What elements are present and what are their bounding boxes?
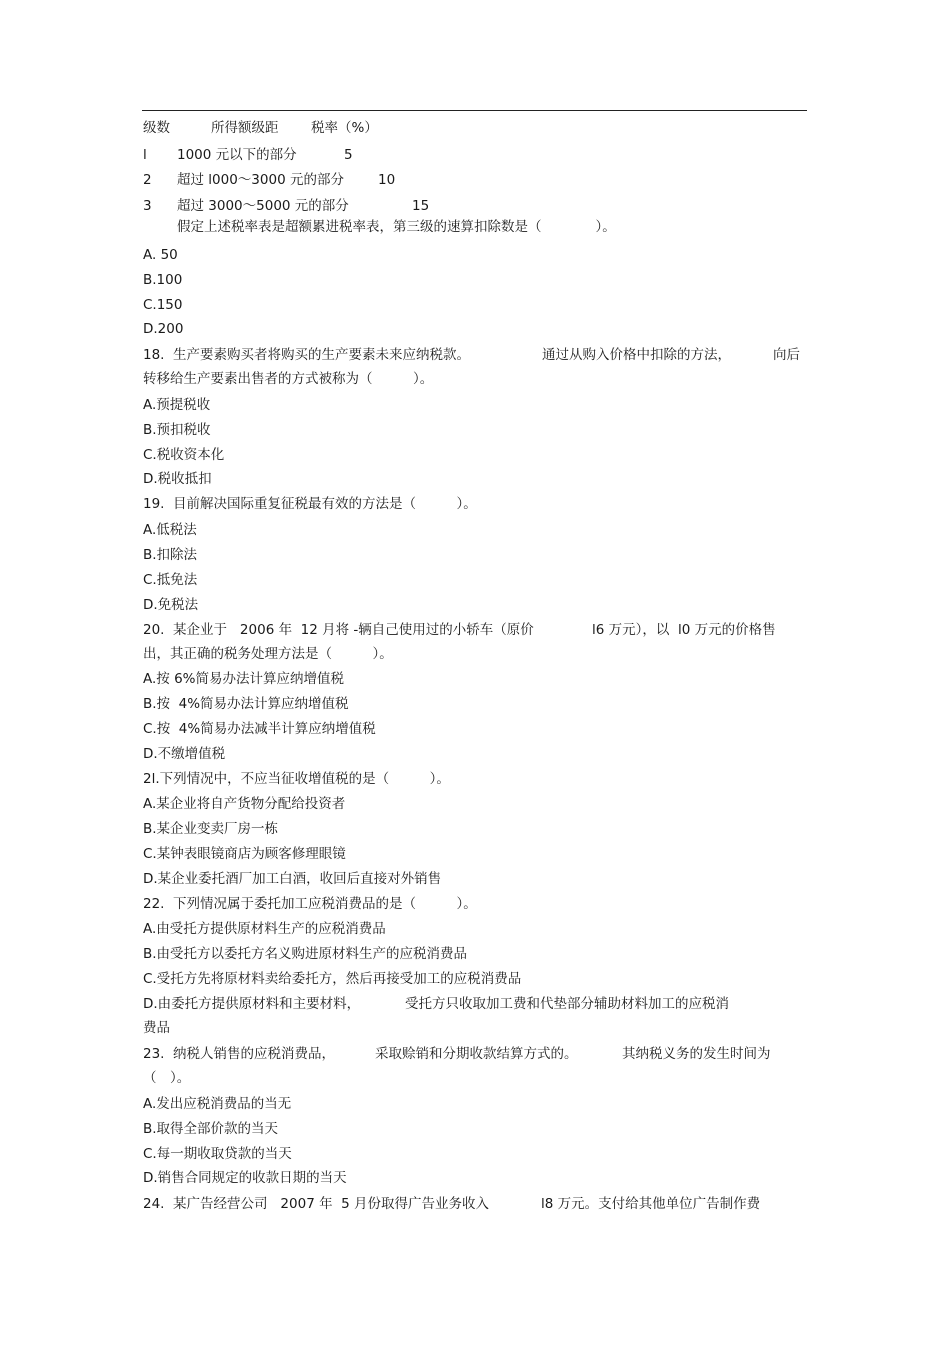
table-row-2-range: 超过 l000～3000 元的部分 [177, 172, 344, 188]
q20-line2: 出，其正确的税务处理方法是（ ）。 [143, 646, 393, 662]
q17-option-d: D.200 [143, 321, 184, 337]
q23-option-b: B.取得全部价款的当天 [143, 1121, 279, 1137]
q17-option-b: B.100 [143, 272, 183, 288]
q19-option-c: C.抵免法 [143, 572, 198, 588]
q17-option-a: A. 50 [143, 247, 178, 263]
q20-option-a: A.按 6%简易办法计算应纳增值税 [143, 671, 344, 687]
q22-option-c: C.受托方先将原材料卖给委托方，然后再接受加工的应税消费品 [143, 971, 522, 987]
table-row-2-rate: 10 [378, 172, 396, 188]
q24-line1-a: 24. 某广告经营公司 2007 年 5 月份取得广告业务收入 [143, 1196, 490, 1212]
q22-option-a: A.由受托方提供原材料生产的应税消费品 [143, 921, 386, 937]
q21-option-c: C.某钟表眼镜商店为顾客修理眼镜 [143, 846, 346, 862]
q19-option-a: A.低税法 [143, 522, 197, 538]
q23-option-c: C.每一期收取贷款的当天 [143, 1146, 292, 1162]
q22-line1: 22. 下列情况属于委托加工应税消费品的是（ ）。 [143, 896, 477, 912]
q20-line1-b: l6 万元），以 l0 万元的价格售 [592, 622, 776, 638]
q18-option-d: D.税收抵扣 [143, 471, 212, 487]
question-17-text: 假定上述税率表是超额累进税率表，第三级的速算扣除数是（ ）。 [177, 219, 616, 235]
q22-option-d-a: D.由委托方提供原材料和主要材料， [143, 996, 361, 1012]
q21-option-a: A.某企业将自产货物分配给投资者 [143, 796, 346, 812]
q24-line1-b: l8 万元。支付给其他单位广告制作费 [541, 1196, 761, 1212]
q22-option-b: B.由受托方以委托方名义购进原材料生产的应税消费品 [143, 946, 468, 962]
q22-option-d-c: 费品 [143, 1020, 170, 1036]
q17-option-c: C.150 [143, 297, 183, 313]
q23-option-d: D.销售合同规定的收款日期的当天 [143, 1170, 347, 1186]
top-rule [142, 110, 807, 111]
table-row-2-level: 2 [143, 172, 152, 188]
q21-option-b: B.某企业变卖厂房一栋 [143, 821, 279, 837]
q18-line1-c: 向后 [773, 347, 800, 363]
q18-option-c: C.税收资本化 [143, 447, 225, 463]
q18-option-a: A.预提税收 [143, 397, 211, 413]
q18-option-b: B.预扣税收 [143, 422, 211, 438]
q22-option-d-b: 受托方只收取加工费和代垫部分辅助材料加工的应税消 [405, 996, 729, 1012]
q23-line1-c: 其纳税义务的发生时间为 [622, 1046, 771, 1062]
table-row-1-range: 1000 元以下的部分 [177, 147, 297, 163]
table-row-1-level: l [143, 147, 147, 163]
table-row-3-rate: 15 [412, 198, 430, 214]
q23-line1-a: 23. 纳税人销售的应税消费品， [143, 1046, 336, 1062]
q20-option-c: C.按 4%简易办法减半计算应纳增值税 [143, 721, 376, 737]
q19-option-b: B.扣除法 [143, 547, 198, 563]
table-header-rate: 税率（%） [311, 120, 378, 136]
q23-line2: （ ）。 [143, 1070, 191, 1086]
q20-option-d: D.不缴增值税 [143, 746, 226, 762]
q19-line1: 19. 目前解决国际重复征税最有效的方法是（ ）。 [143, 496, 477, 512]
q21-line1: 2l.下列情况中，不应当征收增值税的是（ ）。 [143, 771, 450, 787]
q23-option-a: A.发出应税消费品的当无 [143, 1096, 292, 1112]
table-header-level: 级数 [143, 120, 170, 136]
q23-line1-b: 采取赊销和分期收款结算方式的。 [375, 1046, 578, 1062]
table-header-range: 所得额级距 [211, 120, 279, 136]
table-row-1-rate: 5 [344, 147, 353, 163]
q18-line1-b: 通过从购入价格中扣除的方法， [542, 347, 731, 363]
table-row-3-range: 超过 3000～5000 元的部分 [177, 198, 349, 214]
q20-line1-a: 20. 某企业于 2006 年 12 月将 -辆自己使用过的小轿车（原价 [143, 622, 534, 638]
q18-line1-a: 18. 生产要素购买者将购买的生产要素未来应纳税款。 [143, 347, 471, 363]
q21-option-d: D.某企业委托酒厂加工白酒，收回后直接对外销售 [143, 871, 442, 887]
table-row-3-level: 3 [143, 198, 152, 214]
q20-option-b: B.按 4%简易办法计算应纳增值税 [143, 696, 349, 712]
q18-line2: 转移给生产要素出售者的方式被称为（ ）。 [143, 371, 434, 387]
q19-option-d: D.免税法 [143, 597, 199, 613]
